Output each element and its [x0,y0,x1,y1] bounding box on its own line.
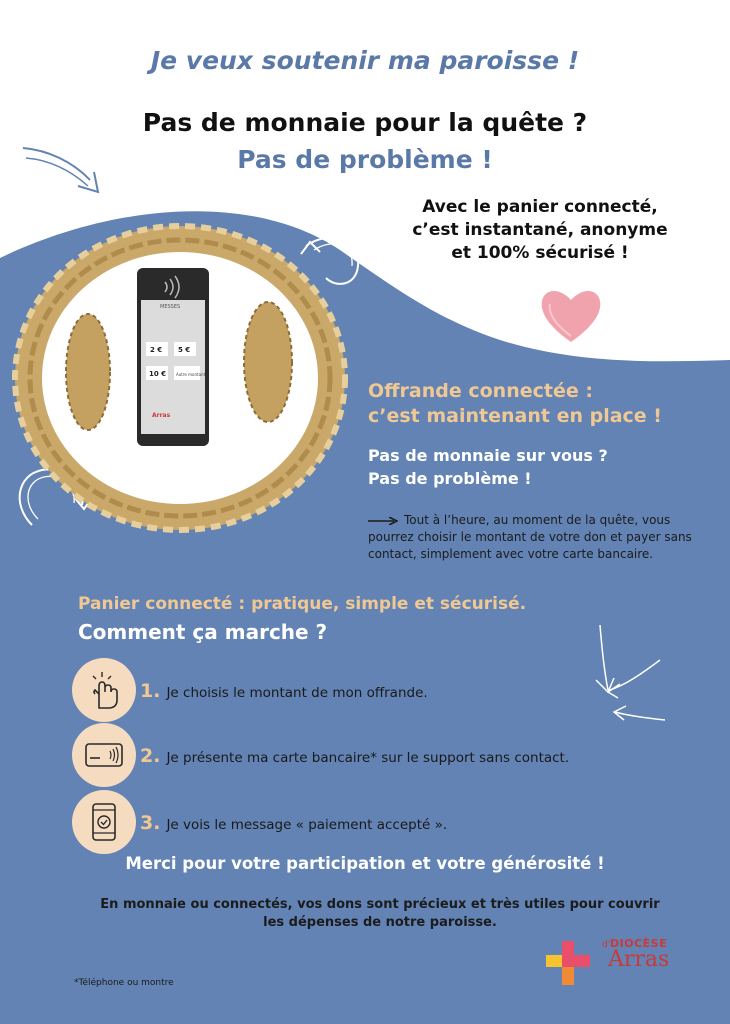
step-text: Je choisis le montant de mon offrande. [166,685,428,701]
offrande-body [368,512,698,563]
phone-check-icon [72,790,136,854]
offrande-body-text: Tout à l’heure, au moment de la quête, vous pourrez choisir le montant de votre don et payer sans contact, simplement avec votre carte bancaire. [368,513,692,561]
intro-line: et 100% sécurisé ! [451,243,629,263]
offrande-title [368,379,662,429]
terminal-key-10: 10 € [149,370,167,378]
step-text: Je présente ma carte bancaire* sur le support sans contact. [166,750,570,766]
offrande-subtitle [368,444,608,490]
connected-basket-image [10,216,350,541]
step-text: Je vois le message « paiement accepté ». [166,817,448,833]
donation-note: En monnaie ou connectés, vos dons sont précieux et très utiles pour couvrir les dépenses de notre paroisse. [100,897,660,930]
steps-title: Panier connecté : pratique, simple et sécurisé. [78,594,527,614]
arrow-right-icon [368,517,398,525]
slogan: Je veux soutenir ma paroisse ! [150,46,580,75]
sketch-arrows-icon [580,620,670,730]
diocese-cross-icon [540,937,596,989]
offrande-subtitle-line: Pas de problème ! [368,469,532,488]
steps-subtitle: Comment ça marche ? [78,620,328,644]
terminal-key-2: 2 € [150,346,163,354]
intro-line: c’est instantané, anonyme [412,220,668,240]
terminal-brand: Arras [152,412,171,419]
heart-icon [538,284,604,346]
step-1 [140,680,428,702]
logo-prefix: d’ [602,940,611,950]
logo-line1: DIOCÈSE [610,937,668,950]
terminal-key-5: 5 € [178,346,191,354]
intro-line: Avec le panier connecté, [422,197,658,217]
step-number: 2. [140,745,161,767]
offrande-title-line: Offrande connectée : [368,380,593,402]
diocese-logo [540,935,690,995]
headline: Pas de monnaie pour la quête ? [142,108,588,137]
step-2 [140,745,569,767]
terminal-key-other: Autre montant [176,372,206,377]
step-number: 3. [140,812,161,834]
contactless-card-icon [72,723,136,787]
step-number: 1. [140,680,161,702]
payment-terminal [137,268,209,446]
headline-subtitle: Pas de problème ! [237,145,493,174]
step-3 [140,812,447,834]
offrande-subtitle-line: Pas de monnaie sur vous ? [368,446,608,465]
terminal-label: MESSES [160,304,181,310]
intro-text [395,196,685,265]
footnote: *Téléphone ou montre [74,978,174,988]
tap-hand-icon [72,658,136,722]
logo-line2: Arras [608,947,670,972]
thanks-message: Merci pour votre participation et votre générosité ! [125,854,605,873]
offrande-title-line: c’est maintenant en place ! [368,405,662,427]
